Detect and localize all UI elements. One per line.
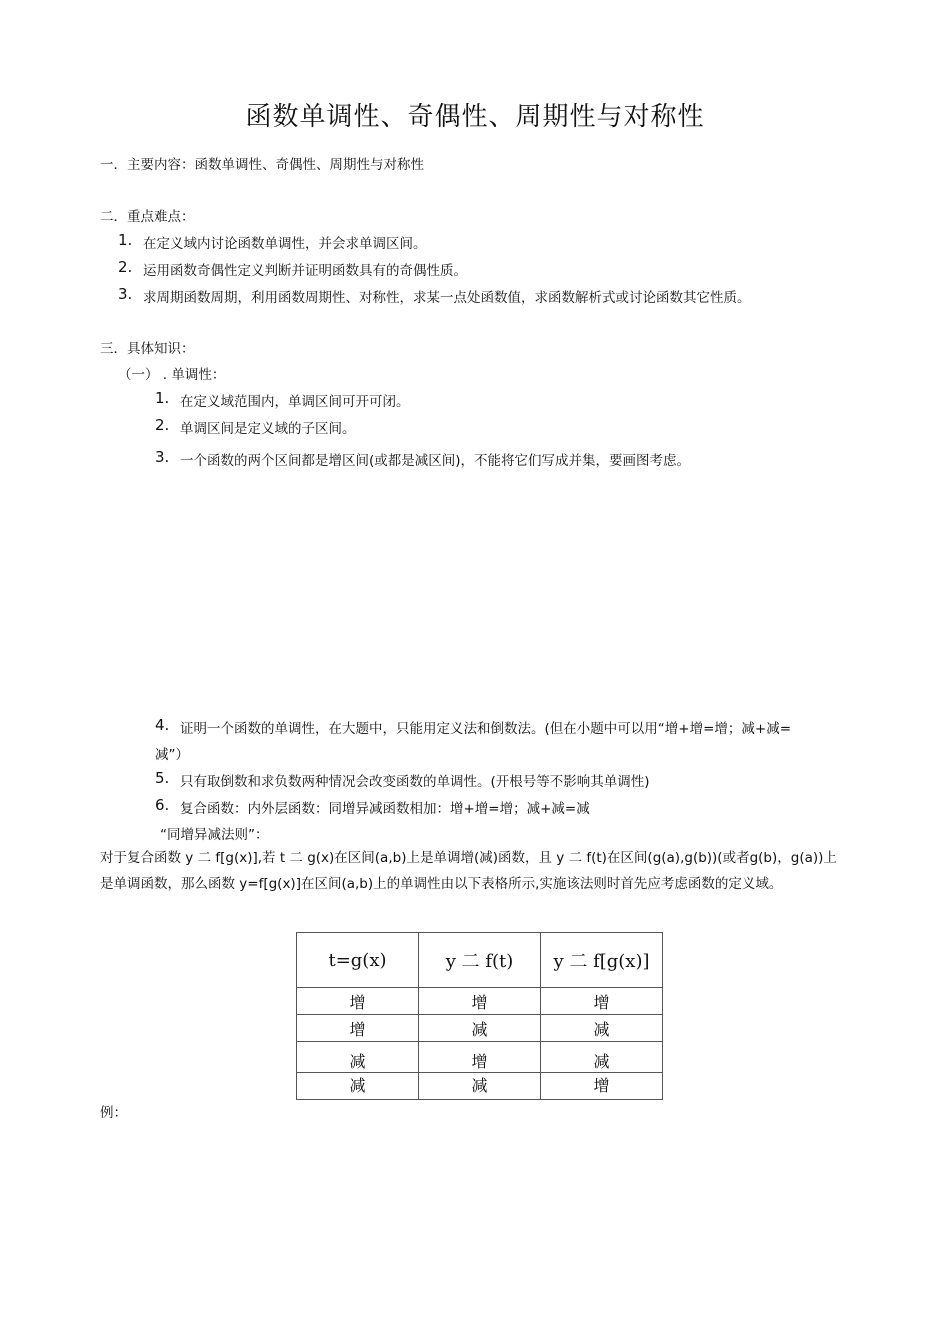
rule-name: “同增异减法则”： [160,827,269,843]
table-cell: 增 [541,988,663,1015]
table-cell: 减 [419,1015,541,1042]
monotonicity-table [296,932,663,1100]
list-item-text: 在定义域内讨论函数单调性，并会求单调区间。 [143,236,427,252]
list-item-text: 单调区间是定义域的子区间。 [180,421,356,437]
list-item-number: 3. [118,285,133,303]
table-cell: 减 [297,1042,419,1073]
list-item-continuation: 减”） [155,747,189,763]
list-item-number: 6. [155,796,170,814]
table-cell: 增 [297,1015,419,1042]
example-label: 例： [100,1105,127,1121]
list-item-number: 1. [155,389,170,407]
table-row [297,1073,663,1100]
list-item-number: 3. [155,448,170,466]
section-1-heading: 一．主要内容：函数单调性、奇偶性、周期性与对称性 [100,157,424,173]
table-header-row [297,933,663,988]
list-item-number: 1. [118,231,133,249]
table-header-cell: y 二 f[g(x)] [541,933,663,988]
table-cell: 增 [419,988,541,1015]
table-row [297,1015,663,1042]
list-item-number: 2. [155,416,170,434]
table-cell: 增 [419,1042,541,1073]
table-row [297,988,663,1015]
subsection-heading: （一） . 单调性： [118,367,226,383]
table-cell: 减 [541,1015,663,1042]
list-item-text: 复合函数：内外层函数：同增异减函数相加：增+增=增；减+减=减 [180,801,590,817]
table-header-cell: y 二 f(t) [419,933,541,988]
list-item-number: 2. [118,258,133,276]
list-item-number: 4. [155,716,170,734]
table-cell: 增 [297,988,419,1015]
list-item-text: 只有取倒数和求负数两种情况会改变函数的单调性。(开根号等不影响其单调性) [180,774,650,790]
list-item-text: 一个函数的两个区间都是增区间(或都是减区间)，不能将它们写成并集，要画图考虑。 [180,453,691,469]
list-item-number: 5. [155,769,170,787]
table-cell: 减 [297,1073,419,1100]
section-2-heading: 二．重点难点： [100,209,195,225]
table-cell: 减 [541,1042,663,1073]
table-header-cell: t=g(x) [297,933,419,988]
list-item-text: 在定义域范围内，单调区间可开可闭。 [180,394,410,410]
table-cell: 增 [541,1073,663,1100]
table-row [297,1042,663,1073]
list-item-text: 证明一个函数的单调性，在大题中，只能用定义法和倒数法。(但在小题中可以用“增+增=增；减+减= [180,721,792,737]
page-title: 函数单调性、奇偶性、周期性与对称性 [245,102,705,132]
list-item-text: 运用函数奇偶性定义判断并证明函数具有的奇偶性质。 [143,263,467,279]
list-item-text: 求周期函数周期，利用函数周期性、对称性，求某一点处函数值，求函数解析式或讨论函数其它性质。 [143,290,751,306]
composite-function-paragraph: 对于复合函数 y 二 f[g(x)],若 t 二 g(x)在区间(a,b)上是单调增(减)函数，且 y 二 f(t)在区间(g(a),g(b))(或者g(b)，g(a))上是单调函数，那么函数 y=f[g(x)]在区间(a,b)上的单调性由以下表格所示,实施该法则时首先应考虑函数的定义域。 [100,850,837,892]
section-3-heading: 三．具体知识： [100,341,195,357]
table-cell: 减 [419,1073,541,1100]
